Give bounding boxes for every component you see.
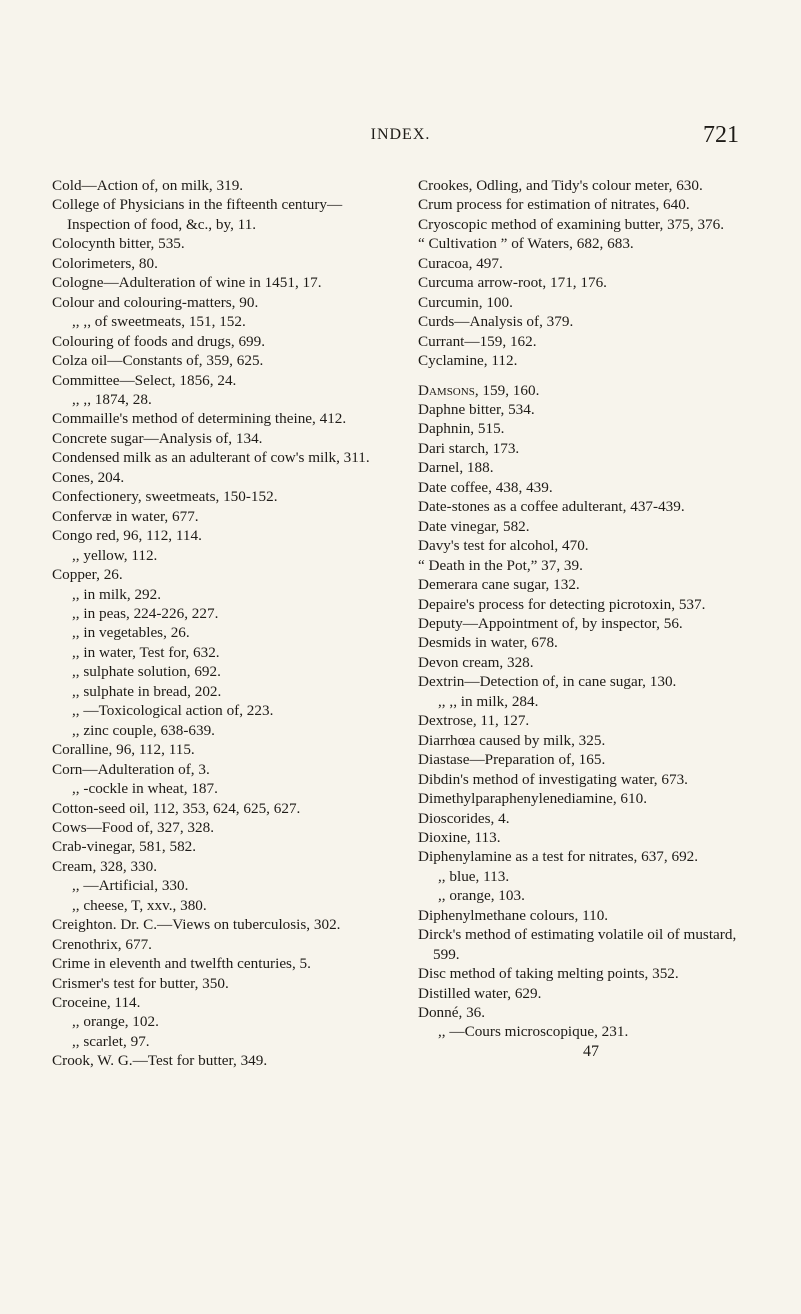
- index-entry: Diphenylamine as a test for nitrates, 637, 692.: [418, 848, 699, 866]
- index-entry: Condensed milk as an adulterant of cow's milk, 311.: [52, 449, 370, 467]
- index-entry: Dimethylparaphenylenediamine, 610.: [418, 790, 648, 808]
- index-entry: Crook, W. G.—Test for butter, 349.: [52, 1052, 268, 1070]
- index-entry: ,, sulphate in bread, 202.: [72, 682, 222, 700]
- index-entry: Crum process for estimation of nitrates, 640.: [418, 196, 690, 214]
- index-entry: “ Cultivation ” of Waters, 682, 683.: [418, 235, 634, 253]
- index-entry: Dextrin—Detection of, in cane sugar, 130.: [418, 673, 677, 691]
- signature-mark: 47: [583, 1042, 599, 1060]
- index-entry: Colocynth bitter, 535.: [52, 235, 185, 253]
- index-entry: ,, in water, Test for, 632.: [72, 643, 220, 661]
- index-entry: Concrete sugar—Analysis of, 134.: [52, 429, 263, 447]
- index-column-left: [52, 176, 398, 1071]
- index-entry: Colour and colouring-matters, 90.: [52, 293, 259, 311]
- index-entry: Commaille's method of determining theine, 412.: [52, 410, 347, 428]
- index-entry: Daphne bitter, 534.: [418, 400, 535, 418]
- index-entry: Dibdin's method of investigating water, 673.: [418, 770, 688, 788]
- index-entry: Depaire's process for detecting picrotoxin, 537.: [418, 595, 706, 613]
- index-entry: Cones, 204.: [52, 468, 125, 486]
- index-entry: Darnel, 188.: [418, 459, 494, 477]
- index-entry: Desmids in water, 678.: [418, 634, 558, 652]
- index-entry: Date-stones as a coffee adulterant, 437-439.: [418, 498, 685, 516]
- index-entry: Curds—Analysis of, 379.: [418, 313, 574, 331]
- index-entry: Diastase—Preparation of, 165.: [418, 751, 606, 769]
- index-entry: Crismer's test for butter, 350.: [52, 974, 229, 992]
- index-entry: Dirck's method of estimating volatile oil of mustard, 599.: [418, 926, 737, 963]
- index-entry: Croceine, 114.: [52, 994, 141, 1012]
- index-entry: Date coffee, 438, 439.: [418, 478, 553, 496]
- index-entry: ,, zinc couple, 638-639.: [72, 721, 215, 739]
- index-entry: Crookes, Odling, and Tidy's colour meter, 630.: [418, 177, 703, 194]
- index-entry: Copper, 26.: [52, 566, 123, 584]
- index-entry: ,, —Toxicological action of, 223.: [72, 702, 274, 720]
- index-entry: Distilled water, 629.: [418, 984, 542, 1002]
- index-entry: ,, in peas, 224-226, 227.: [72, 604, 219, 622]
- index-entry: ,, —Cours microscopique, 231.: [438, 1023, 629, 1041]
- index-entry: Curacoa, 497.: [418, 254, 503, 272]
- index-entry: ,, blue, 113.: [438, 867, 510, 885]
- index-entry: Crime in eleventh and twelfth centuries, 5.: [52, 955, 311, 973]
- index-entry: Dextrose, 11, 127.: [418, 712, 530, 730]
- index-entry: Confectionery, sweetmeats, 150-152.: [52, 488, 278, 506]
- index-entry: Cyclamine, 112.: [418, 352, 518, 370]
- index-entry: ,, sulphate solution, 692.: [72, 663, 221, 681]
- index-entry: Diphenylmethane colours, 110.: [418, 906, 609, 924]
- index-entry: Donné, 36.: [418, 1004, 486, 1022]
- index-entry: Colouring of foods and drugs, 699.: [52, 332, 266, 350]
- index-entry: Cotton-seed oil, 112, 353, 624, 625, 627.: [52, 799, 301, 817]
- index-entry: ,, in vegetables, 26.: [72, 624, 190, 642]
- index-entry: ,, in milk, 292.: [72, 585, 162, 603]
- index-entry: [418, 371, 764, 381]
- index-entry: Confervæ in water, 677.: [52, 507, 199, 525]
- index-entry: Congo red, 96, 112, 114.: [52, 527, 202, 545]
- index-entry: Deputy—Appointment of, by inspector, 56.: [418, 614, 683, 632]
- index-entry: ,, orange, 102.: [72, 1013, 159, 1031]
- index-entry: College of Physicians in the fifteenth century—Inspection of food, &c., by, 11.: [52, 196, 343, 233]
- index-entry: Date vinegar, 582.: [418, 517, 530, 535]
- index-entry: Curcuma arrow-root, 171, 176.: [418, 274, 607, 292]
- index-entry: Demerara cane sugar, 132.: [418, 576, 580, 594]
- index-entry: Dioscorides, 4.: [418, 809, 510, 827]
- index-entry: ,, ,, in milk, 284.: [438, 692, 539, 710]
- index-entry: Cows—Food of, 327, 328.: [52, 818, 215, 836]
- index-entry: Cold—Action of, on milk, 319.: [52, 177, 244, 194]
- page-header: [0, 122, 801, 152]
- index-entry: Curcumin, 100.: [418, 293, 513, 311]
- index-entry: Daphnin, 515.: [418, 420, 505, 438]
- index-entry: Dari starch, 173.: [418, 439, 520, 457]
- index-entry: Crenothrix, 677.: [52, 935, 152, 953]
- index-column-right: [418, 176, 764, 1061]
- index-entry: ,, orange, 103.: [438, 887, 525, 905]
- index-entry: ,, scarlet, 97.: [72, 1032, 150, 1050]
- index-entry: Currant—159, 162.: [418, 332, 537, 350]
- page-title: INDEX.: [370, 126, 431, 143]
- index-entry: ,, cheese, T, xxv., 380.: [72, 896, 207, 914]
- index-entry: ,, ,, 1874, 28.: [72, 390, 152, 408]
- index-entry: Corn—Adulteration of, 3.: [52, 760, 210, 778]
- index-entry: Cream, 328, 330.: [52, 857, 158, 875]
- index-entry: ,, -cockle in wheat, 187.: [72, 780, 218, 798]
- page-number: 721: [703, 122, 739, 148]
- index-entry: Creighton. Dr. C.—Views on tuberculosis, 302.: [52, 916, 341, 934]
- index-entry: Colza oil—Constants of, 359, 625.: [52, 352, 264, 370]
- index-entry: Colorimeters, 80.: [52, 254, 158, 272]
- index-entry: Cryoscopic method of examining butter, 375, 376.: [418, 215, 725, 233]
- index-entry: Committee—Select, 1856, 24.: [52, 371, 237, 389]
- index-entry: Crab-vinegar, 581, 582.: [52, 838, 197, 856]
- index-entry: ,, ,, of sweetmeats, 151, 152.: [72, 313, 246, 331]
- index-entry: Damsons, 159, 160.: [418, 381, 540, 399]
- index-entry: Devon cream, 328.: [418, 653, 534, 671]
- index-entry: Coralline, 96, 112, 115.: [52, 741, 195, 759]
- index-entry: Diarrhœa caused by milk, 325.: [418, 731, 606, 749]
- index-entry: Davy's test for alcohol, 470.: [418, 537, 589, 555]
- index-entry: Disc method of taking melting points, 352.: [418, 965, 679, 983]
- index-entry: Dioxine, 113.: [418, 828, 501, 846]
- index-entry: “ Death in the Pot,” 37, 39.: [418, 556, 583, 574]
- index-entry: Cologne—Adulteration of wine in 1451, 17.: [52, 274, 322, 292]
- index-entry: ,, yellow, 112.: [72, 546, 158, 564]
- index-entry: ,, —Artificial, 330.: [72, 877, 189, 895]
